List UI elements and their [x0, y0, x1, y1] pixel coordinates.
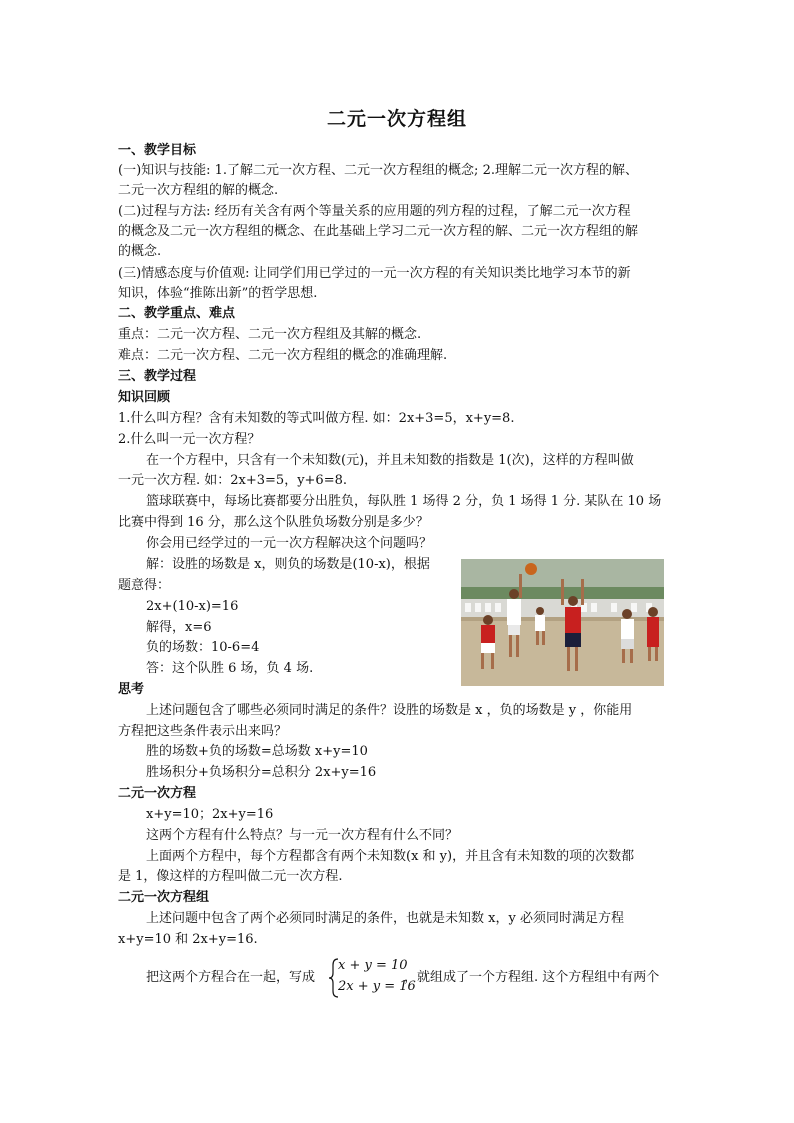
body-text: 一元一次方程. 如：2x+3=5，y+6=8. [118, 473, 347, 488]
equation-system [328, 958, 416, 998]
subsection-heading: 思考 [118, 682, 145, 697]
body-text: (三)情感态度与价值观: 让同学们用已学过的一元一次方程的有关知识类比地学习本节的新 [118, 266, 631, 281]
body-text: 这两个方程有什么特点？与一元一次方程有什么不同？ [146, 828, 459, 843]
body-text: 胜的场数+负的场数=总场数 x+y=10 [146, 744, 368, 759]
body-text: 二元一次方程组的解的概念. [118, 183, 279, 198]
page-title: 二元一次方程组 [326, 108, 467, 130]
section-heading: 三、教学过程 [118, 369, 197, 384]
body-text: 是 1，像这样的方程叫做二元一次方程. [118, 869, 343, 884]
body-text: 比赛中得到 16 分，那么这个队胜负场数分别是多少？ [118, 515, 429, 530]
body-text: 方程把这些条件表示出来吗？ [118, 724, 288, 739]
body-text: 的概念及二元一次方程组的概念、在此基础上学习二元一次方程的解、二元一次方程组的解 [118, 224, 639, 239]
section-heading: 一、教学目标 [118, 143, 197, 158]
equation-text: x+y=10；2x+y=16 [146, 807, 274, 822]
body-text: 篮球联赛中，每场比赛都要分出胜负，每队胜 1 场得 2 分，负 1 场得 1 分. 某队在 10 场 [146, 494, 662, 509]
basketball-photo [461, 559, 664, 686]
equation-text: 2x+(10-x)=16 [146, 599, 239, 614]
body-text: 答：这个队胜 6 场，负 4 场. [146, 661, 314, 676]
body-text: 知识，体验“推陈出新”的哲学思想. [118, 286, 318, 301]
body-text: ，就组成了一个方程组. 这个方程组中有两个 [404, 970, 660, 985]
equation-1: x + y = 10 [338, 958, 408, 973]
body-text: 的概念. [118, 244, 162, 259]
subsection-heading: 二元一次方程组 [118, 890, 210, 905]
body-text: 上述问题包含了哪些必须同时满足的条件？设胜的场数是 x ，负的场数是 y ，你能用 [146, 703, 633, 718]
body-text: 2.什么叫一元一次方程？ [118, 432, 261, 447]
body-text: 难点：二元一次方程、二元一次方程组的概念的准确理解. [118, 348, 448, 363]
body-text: 1.什么叫方程？含有未知数的等式叫做方程. 如：2x+3=5，x+y=8. [118, 411, 515, 426]
section-heading: 二、教学重点、难点 [118, 306, 236, 321]
body-text: 解得，x=6 [146, 620, 212, 635]
body-text: 你会用已经学过的一元一次方程解决这个问题吗？ [146, 536, 433, 551]
body-text: (二)过程与方法: 经历有关含有两个等量关系的应用题的列方程的过程，了解二元一次方程 [118, 204, 631, 219]
body-text: 上面两个方程中，每个方程都含有两个未知数(x 和 y)，并且含有未知数的项的次数都 [146, 849, 635, 864]
body-text: 胜场积分+负场积分=总积分 2x+y=16 [146, 765, 377, 780]
subsection-heading: 知识回顾 [118, 390, 171, 405]
body-text: 负的场数：10-6=4 [146, 640, 260, 655]
equation-2: 2x + y = 16 [338, 979, 416, 994]
body-text: 重点：二元一次方程、二元一次方程组及其解的概念. [118, 327, 422, 342]
body-text: (一)知识与技能: 1.了解二元一次方程、二元一次方程组的概念; 2.理解二元一次方程的解、 [118, 163, 638, 178]
body-text: x+y=10 和 2x+y=16. [118, 932, 258, 947]
body-text: 把这两个方程合在一起，写成 [146, 970, 316, 985]
body-text: 解：设胜的场数是 x，则负的场数是(10-x)，根据 [146, 557, 430, 572]
body-text: 在一个方程中，只含有一个未知数(元)，并且未知数的指数是 1(次)，这样的方程叫做 [146, 453, 634, 468]
subsection-heading: 二元一次方程 [118, 786, 197, 801]
body-text: 上述问题中包含了两个必须同时满足的条件，也就是未知数 x，y 必须同时满足方程 [146, 911, 624, 926]
body-text: 题意得： [118, 578, 171, 593]
